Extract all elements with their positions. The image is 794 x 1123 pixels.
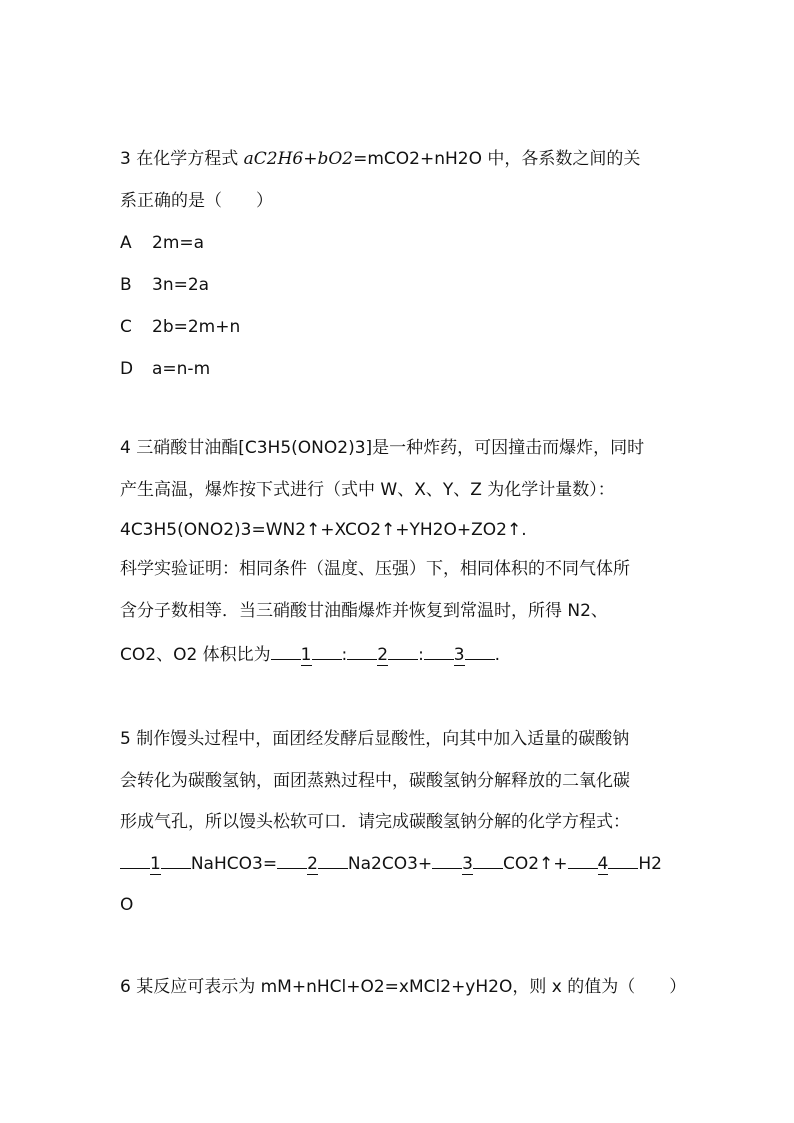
- answer-blank-spacer[interactable]: [271, 659, 301, 660]
- q3-option-d: [120, 357, 210, 381]
- answer-blank-spacer[interactable]: [424, 659, 454, 660]
- q6-line1: 6 某反应可表示为 mM+nHCl+O2=xMCl2+yH2O，则 x 的值为（ ）: [120, 977, 687, 997]
- answer-blank-spacer[interactable]: [473, 868, 503, 869]
- q4-line4: 科学实验证明：相同条件（温度、压强）下，相同体积的不同气体所: [120, 559, 630, 579]
- ratio-sep: :: [418, 645, 424, 665]
- q3-option-b: [120, 273, 209, 297]
- q4-line6: [120, 643, 500, 667]
- answer-blank-spacer[interactable]: [568, 868, 598, 869]
- q4-line2: 产生高温，爆炸按下式进行（式中 W、X、Y、Z 为化学计量数）：: [120, 480, 615, 500]
- answer-value: 2: [307, 854, 318, 874]
- option-text: a=n-m: [152, 359, 211, 379]
- answer-value: 1: [150, 854, 161, 874]
- answer-value: 3: [462, 854, 473, 874]
- equation-part: CO2↑+: [502, 854, 568, 874]
- line-end: .: [494, 645, 501, 665]
- q3-option-c: [120, 315, 240, 339]
- q3-line1: [120, 147, 640, 171]
- answer-value: 4: [597, 854, 609, 874]
- q3-formula-italic: aC2H6+bO2: [243, 149, 354, 169]
- equation-part: Na2CO3+: [347, 854, 433, 874]
- option-text: 3n=2a: [152, 275, 210, 295]
- equation-part: H2: [638, 854, 662, 874]
- answer-value: 2: [377, 645, 389, 665]
- q3-number: 3: [120, 149, 131, 169]
- answer-value: 1: [300, 645, 312, 665]
- answer-blank-spacer[interactable]: [432, 868, 462, 869]
- answer-blank-spacer[interactable]: [120, 868, 150, 869]
- answer-blank-spacer[interactable]: [465, 659, 495, 660]
- option-letter: B: [120, 275, 132, 295]
- q5-line4: [120, 852, 662, 876]
- option-letter: A: [120, 233, 132, 253]
- answer-blank-spacer[interactable]: [312, 659, 342, 660]
- q3-text-post: =mCO2+nH2O 中，各系数之间的关: [353, 149, 641, 169]
- q3-option-a: [120, 231, 204, 255]
- q5-line1: 5 制作馒头过程中，面团经发酵后显酸性，向其中加入适量的碳酸钠: [120, 729, 630, 749]
- answer-blank-spacer[interactable]: [161, 868, 191, 869]
- q3-line2: 系正确的是（ ）: [120, 191, 273, 211]
- answer-blank-spacer[interactable]: [388, 659, 418, 660]
- q5-line3: 形成气孔，所以馒头松软可口．请完成碳酸氢钠分解的化学方程式：: [120, 812, 630, 832]
- answer-blank-spacer[interactable]: [277, 868, 307, 869]
- answer-blank-spacer[interactable]: [347, 659, 377, 660]
- q4-line1: 4 三硝酸甘油酯[C3H5(ONO2)3]是一种炸药，可因撞击而爆炸，同时: [120, 438, 645, 458]
- answer-blank-spacer[interactable]: [608, 868, 638, 869]
- q4-line5: 含分子数相等．当三硝酸甘油酯爆炸并恢复到常温时，所得 N2、: [120, 601, 608, 621]
- answer-value: 3: [453, 645, 465, 665]
- q4-equation: 4C3H5(ONO2)3=WN2↑+XCO2↑+YH2O+ZO2↑.: [120, 520, 527, 540]
- option-text: 2m=a: [152, 233, 205, 253]
- equation-part: NaHCO3=: [190, 854, 278, 874]
- q5-line5: O: [120, 895, 134, 915]
- q4-line6-text: CO2、O2 体积比为: [120, 645, 271, 665]
- ratio-sep: :: [341, 645, 348, 665]
- q5-line2: 会转化为碳酸氢钠，面团蒸熟过程中，碳酸氢钠分解释放的二氧化碳: [120, 771, 630, 791]
- answer-blank-spacer[interactable]: [318, 868, 348, 869]
- q3-text-pre: 在化学方程式: [136, 149, 239, 169]
- option-text: 2b=2m+n: [152, 317, 241, 337]
- option-letter: D: [120, 359, 134, 379]
- option-letter: C: [120, 317, 132, 337]
